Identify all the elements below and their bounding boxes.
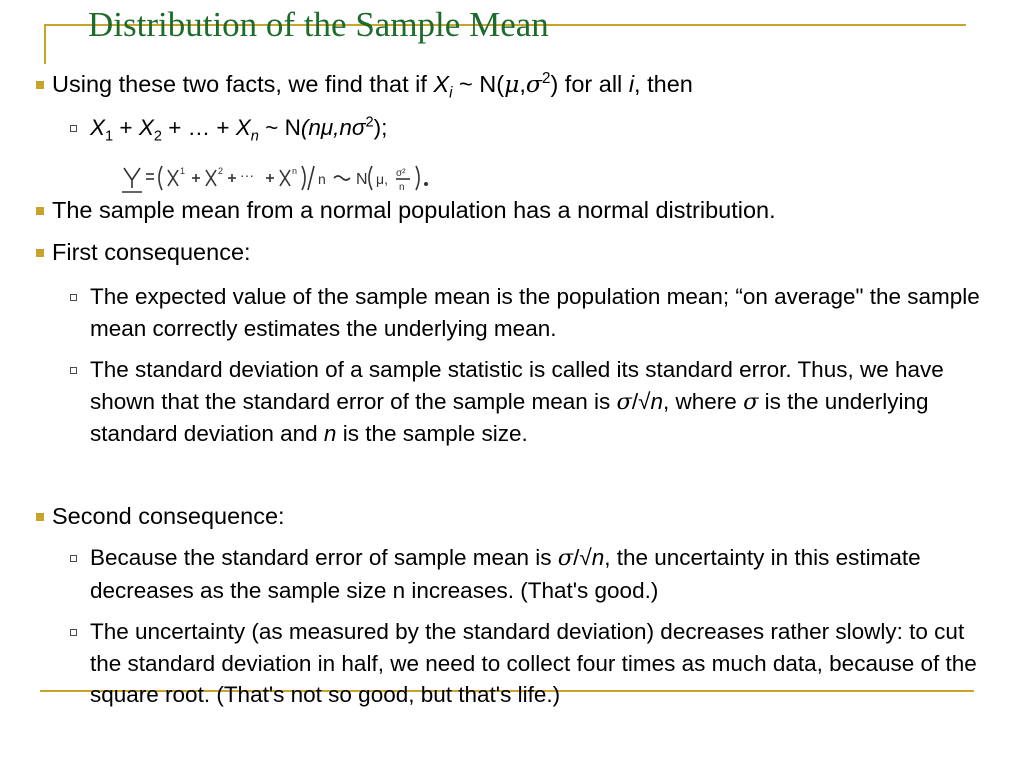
- hollow-square-bullet-icon: [70, 629, 77, 636]
- square-bullet-icon: [36, 81, 44, 89]
- hollow-square-bullet-icon: [70, 294, 77, 301]
- bullet-second-consequence: Second consequence:: [52, 502, 285, 530]
- sub-bullet-standard-error: The standard deviation of a sample statistic is called its standard error. Thus, we have shown that the standard error of the sample mean is σ/√n, where σ is the underlying standard deviation and n is the sample size.: [90, 354, 990, 450]
- bullet-first-consequence: First consequence:: [52, 238, 251, 266]
- svg-text:n: n: [292, 166, 298, 176]
- square-bullet-icon: [36, 207, 44, 215]
- svg-text:n: n: [318, 171, 326, 187]
- hollow-square-bullet-icon: [70, 125, 77, 132]
- svg-text:σ²: σ²: [396, 168, 406, 179]
- sample-mean-formula-image: [120, 160, 460, 196]
- svg-text:μ,: μ,: [376, 171, 388, 187]
- svg-text:2: 2: [218, 166, 224, 176]
- svg-text:1: 1: [180, 166, 186, 176]
- hollow-square-bullet-icon: [70, 555, 77, 562]
- svg-text:n: n: [399, 182, 405, 193]
- slide-title: Distribution of the Sample Mean: [88, 5, 549, 44]
- svg-text:N: N: [356, 171, 368, 188]
- sub-bullet-slow-decrease: The uncertainty (as measured by the standard deviation) decreases rather slowly: to cut the standard deviation in half, we need to collect four times as much data, because of the square root. (That's not so good, but that's life.): [90, 616, 990, 711]
- sub-bullet-uncertainty-decreases: Because the standard error of sample mean is σ/√n, the uncertainty in this estimate decreases as the sample size n increases. (That's good.): [90, 542, 990, 606]
- sub-bullet-sum: $X_1 + X_2$ + … + $X_n$ ~ $N(n\mu,n\sigma^2)$;: [90, 112, 990, 144]
- hollow-square-bullet-icon: [70, 367, 77, 374]
- square-bullet-icon: [36, 249, 44, 257]
- frame-left-rule: [44, 24, 46, 64]
- square-bullet-icon: [36, 513, 44, 521]
- svg-text:···: ···: [240, 167, 254, 183]
- bullet-normal-distribution: The sample mean from a normal population has a normal distribution.: [52, 196, 776, 224]
- sub-bullet-expected-value: The expected value of the sample mean is the population mean; “on average" the sample mean correctly estimates the underlying mean.: [90, 281, 990, 344]
- bullet-intro: Using these two facts, we find that if $X_i$ ~ $N(\mu,\sigma^2)$ for all i, then: [52, 70, 693, 98]
